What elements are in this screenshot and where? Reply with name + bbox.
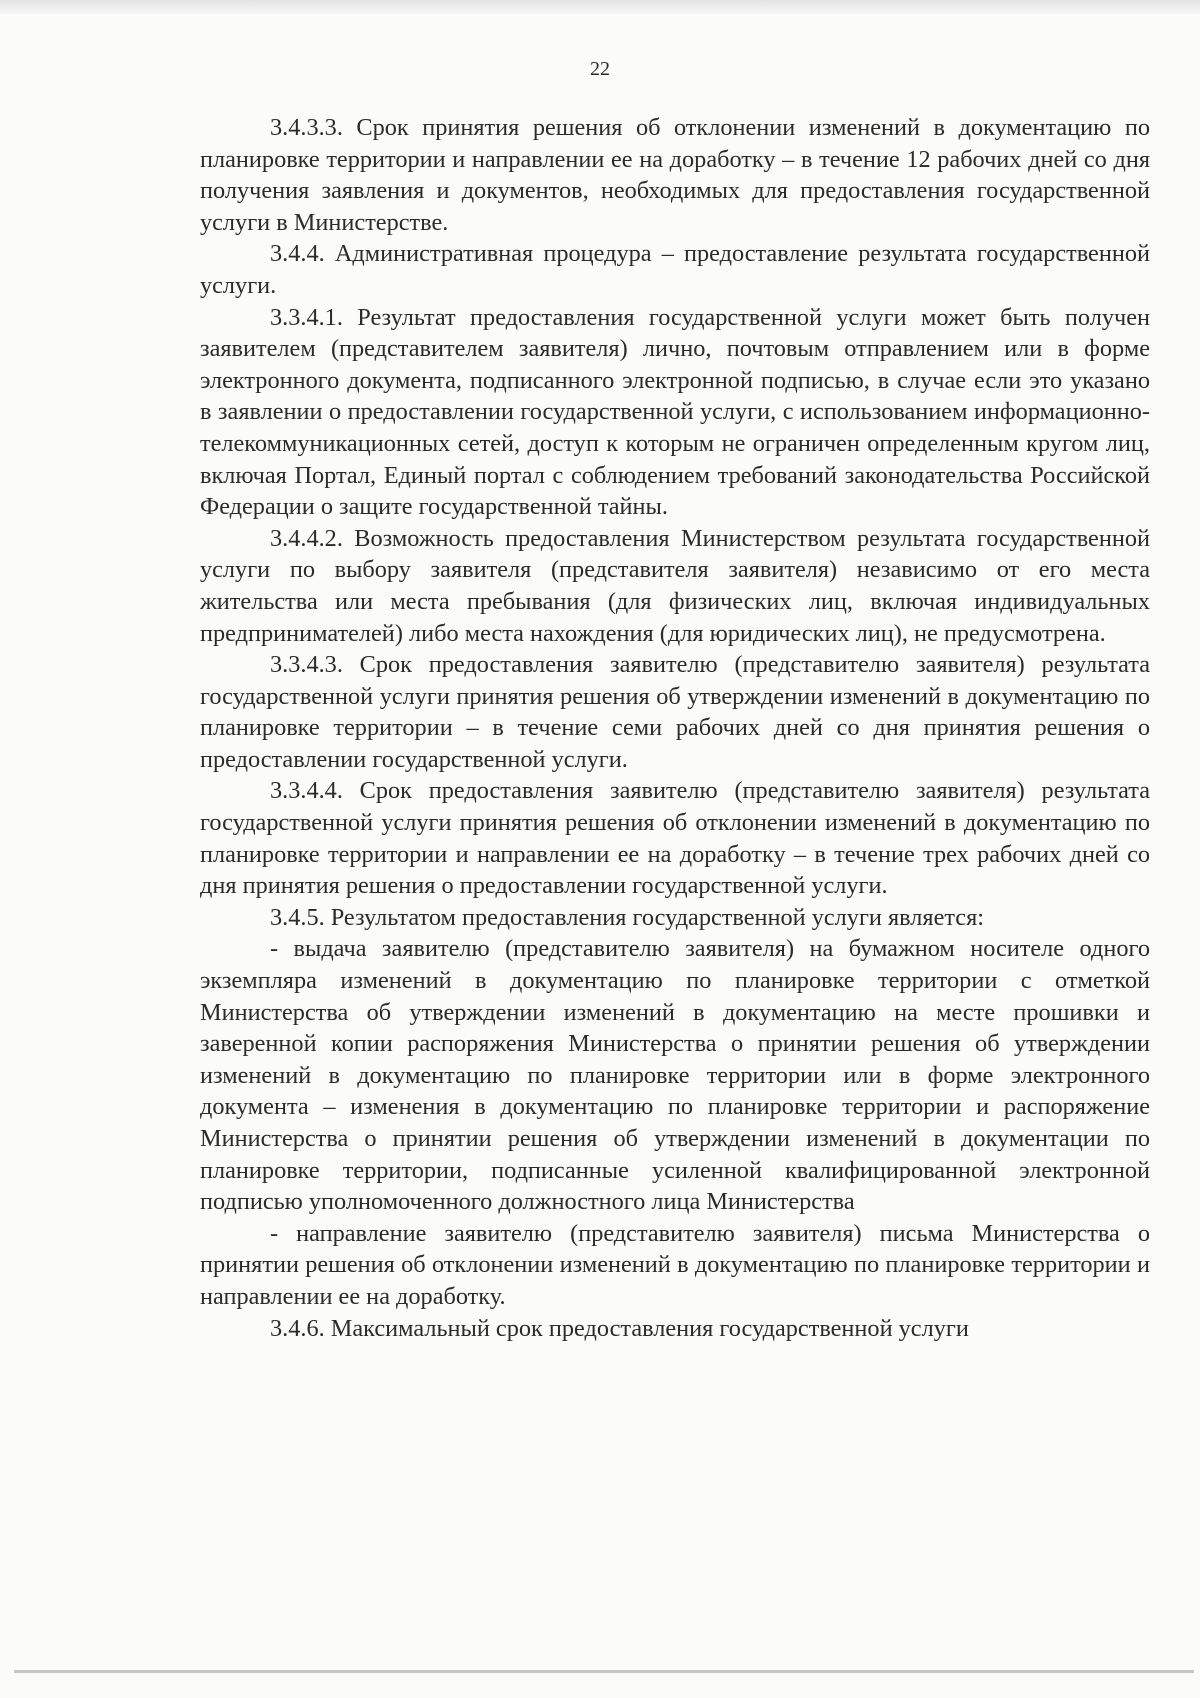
paragraph-3-3-4-4: 3.3.4.4. Срок предоставления заявителю (представителю заявителя) результата государственной услуги принятия решения об отклонении изменений в документацию по планировке территории и направлении ее на доработку – в течение трех рабочих дней со дня принятия решения о предоставлении государственной услуги.: [200, 777, 1150, 900]
paragraph-3-3-4-1: 3.3.4.1. Результат предоставления государственной услуги может быть получен заявителем (представителем заявителя) лично, почтовым отправлением или в форме электронного документа, подписанного электронной подписью, в случае если это указано в заявлении о предоставлении государственной услуги, с использованием информационно-телекоммуникационных сетей, доступ к которым не ограничен определенным кругом лиц, включая Портал, Единый портал с соблюдением требований законодательства Российской Федерации о защите государственной тайны.: [200, 303, 1150, 521]
scan-edge-top: [0, 0, 1200, 14]
paragraph-3-4-4: 3.4.4. Административная процедура – предоставление результата государственной услуги.: [200, 240, 1150, 299]
paragraph-3-4-3-3: 3.4.3.3. Срок принятия решения об отклонении изменений в документацию по планировке территории и направлении ее на доработку – в течение 12 рабочих дней со дня получения заявления и документов, необходимых для предоставления государственной услуги в Министерстве.: [200, 114, 1150, 236]
document-body: [200, 112, 1150, 1344]
scan-edge-bottom: [14, 1670, 1194, 1673]
list-item-issuance: - выдача заявителю (представителю заявителя) на бумажном носителе одного экземпляра изменений в документацию по планировке территории с отметкой Министерства об утверждении изменений в документацию на месте прошивки и заверенной копии распоряжения Министерства о принятии решения об утверждении изменений в документацию по планировке территории или в форме электронного документа – изменения в документацию по планировке территории и распоряжение Министерства о принятии решения об утверждении изменений в документации по планировке территории, подписанные усиленной квалифицированной электронной подписью уполномоченного должностного лица Министерства: [200, 935, 1150, 1216]
list-item-letter: - направление заявителю (представителю заявителя) письма Министерства о принятии решения об отклонении изменений в документацию по планировке территории и направлении ее на доработку.: [200, 1219, 1150, 1310]
page-number: 22: [590, 58, 610, 80]
paragraph-3-4-4-2: 3.4.4.2. Возможность предоставления Министерством результата государственной услуги по выбору заявителя (представителя заявителя) независимо от его места жительства или места пребывания (для физических лиц, включая индивидуальных предпринимателей) либо места нахождения (для юридических лиц), не предусмотрена.: [200, 524, 1150, 647]
paragraph-3-3-4-3: 3.3.4.3. Срок предоставления заявителю (представителю заявителя) результата государственной услуги принятия решения об утверждении изменений в документацию по планировке территории – в течение семи рабочих дней со дня принятия решения о предоставлении государственной услуги.: [200, 651, 1150, 773]
paragraph-3-4-6: 3.4.6. Максимальный срок предоставления государственной услуги: [270, 1314, 969, 1342]
paragraph-3-4-5: 3.4.5. Результатом предоставления государственной услуги является:: [270, 903, 985, 931]
